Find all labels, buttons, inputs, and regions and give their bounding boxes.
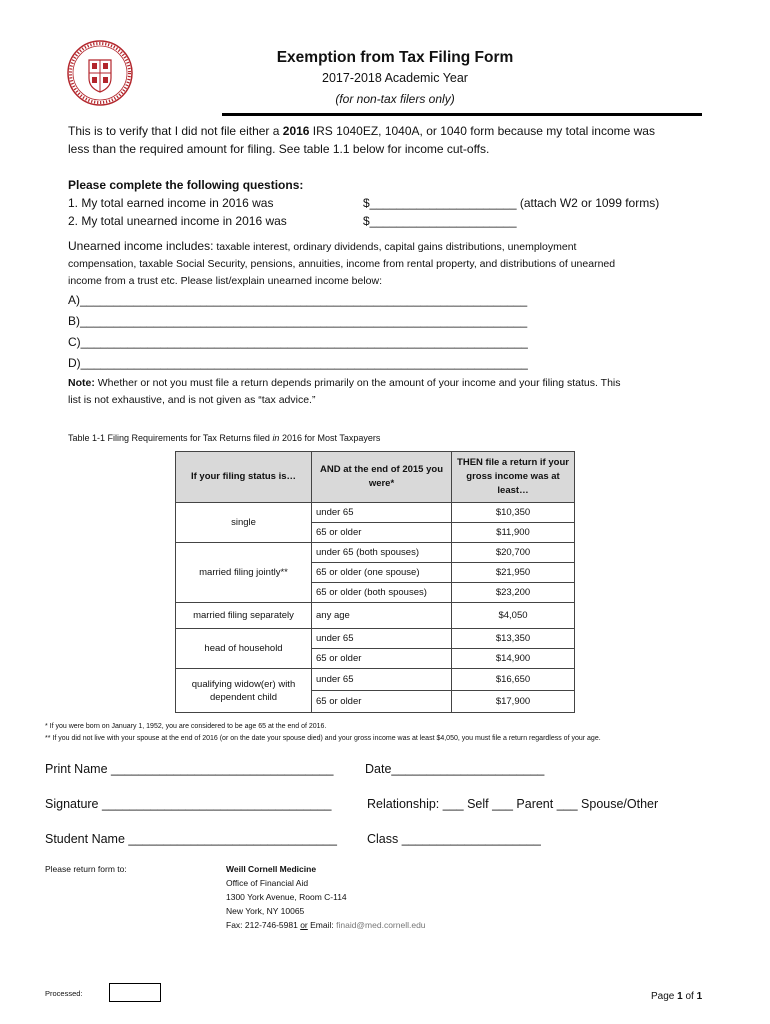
unearned-line-1: Unearned income includes: taxable interest, ordinary dividends, capital gains distributions, unemployment — [68, 239, 577, 253]
status-cell: single — [176, 503, 312, 543]
age-cell: 65 or older — [312, 649, 452, 669]
table-row — [176, 503, 575, 523]
unearned-line-a[interactable]: A)___________________________________________________________________ — [68, 293, 528, 307]
questions-heading: Please complete the following questions: — [68, 178, 304, 192]
amount-cell: $14,900 — [452, 649, 575, 669]
filing-requirements-table — [175, 451, 575, 713]
footnote-2: ** If you did not live with your spouse at the end of 2016 (or on the date your spouse died) and your gross income was at least $4,050, you must file a return regardless of your age. — [45, 735, 601, 742]
header-age: AND at the end of 2015 you were* — [312, 452, 452, 503]
status-cell: head of household — [176, 629, 312, 669]
student-name-field[interactable]: Student Name ______________________________ — [45, 832, 337, 846]
table-row — [176, 629, 575, 649]
unearned-line-d[interactable]: D)___________________________________________________________________ — [68, 356, 528, 370]
processed-box[interactable] — [109, 983, 161, 1002]
return-street: 1300 York Avenue, Room C-114 — [226, 892, 347, 902]
question-1-label: 1. My total earned income in 2016 was — [68, 196, 274, 210]
header-rule — [222, 113, 702, 116]
return-label: Please return form to: — [45, 864, 127, 874]
processed-label: Processed: — [45, 989, 83, 998]
intro-line-2: less than the required amount for filing. See table 1.1 below for income cut-offs. — [68, 142, 490, 156]
amount-cell: $10,350 — [452, 503, 575, 523]
age-cell: under 65 (both spouses) — [312, 543, 452, 563]
age-cell: under 65 — [312, 503, 452, 523]
table-row — [176, 543, 575, 563]
table-caption: Table 1-1 Filing Requirements for Tax Returns filed in 2016 for Most Taxpayers — [68, 433, 381, 443]
unearned-line-2: compensation, taxable Social Security, pensions, annuities, income from rental property, and distributions of unearned — [68, 258, 616, 270]
email-link[interactable]: finaid@med.cornell.edu — [336, 920, 426, 930]
intro-line-1: This is to verify that I did not file either a 2016 IRS 1040EZ, 1040A, or 1040 form because my total income was — [68, 124, 655, 138]
amount-cell: $17,900 — [452, 691, 575, 713]
footnote-1: * If you were born on January 1, 1952, you are considered to be age 65 at the end of 2016. — [45, 723, 327, 730]
signature-field[interactable]: Signature _________________________________ — [45, 797, 332, 811]
class-field[interactable]: Class ____________________ — [367, 832, 541, 846]
age-cell: 65 or older — [312, 691, 452, 713]
page-number: Page 1 of 1 — [651, 991, 703, 1002]
age-cell: 65 or older (both spouses) — [312, 583, 452, 603]
return-contact: Fax: 212-746-5981 or Email: finaid@med.cornell.edu — [226, 920, 426, 930]
form-subtitle: (for non-tax filers only) — [335, 92, 455, 106]
header-filing-status: If your filing status is… — [176, 452, 312, 503]
return-city: New York, NY 10065 — [226, 906, 305, 916]
amount-cell: $21,950 — [452, 563, 575, 583]
status-cell: married filing separately — [176, 603, 312, 629]
note-line-2: list is not exhaustive, and is not given as “tax advice.” — [68, 394, 316, 406]
question-2-label: 2. My total unearned income in 2016 was — [68, 214, 287, 228]
earned-income-field[interactable]: $______________________ (attach W2 or 1099 forms) — [363, 196, 660, 210]
academic-year: 2017-2018 Academic Year — [322, 71, 468, 85]
status-cell: qualifying widow(er) with dependent child — [176, 669, 312, 713]
age-cell: any age — [312, 603, 452, 629]
print-name-field[interactable]: Print Name ________________________________ — [45, 762, 334, 776]
return-org: Weill Cornell Medicine — [226, 864, 317, 874]
date-field[interactable]: Date______________________ — [365, 762, 545, 776]
age-cell: under 65 — [312, 669, 452, 691]
table-row — [176, 603, 575, 629]
university-seal-logo — [67, 40, 133, 106]
age-cell: 65 or older — [312, 523, 452, 543]
relationship-field[interactable]: Relationship: ___ Self ___ Parent ___ Spouse/Other — [367, 797, 659, 811]
age-cell: 65 or older (one spouse) — [312, 563, 452, 583]
amount-cell: $23,200 — [452, 583, 575, 603]
unearned-line-c[interactable]: C)___________________________________________________________________ — [68, 335, 528, 349]
unearned-line-b[interactable]: B)___________________________________________________________________ — [68, 314, 528, 328]
amount-cell: $20,700 — [452, 543, 575, 563]
unearned-income-field[interactable]: $______________________ — [363, 214, 517, 228]
table-header-row — [176, 452, 575, 503]
unearned-line-3: income from a trust etc. Please list/explain unearned income below: — [68, 275, 382, 287]
return-office: Office of Financial Aid — [226, 878, 309, 888]
header-gross-income: THEN file a return if your gross income was at least… — [452, 452, 575, 503]
table-row — [176, 669, 575, 691]
form-title: Exemption from Tax Filing Form — [276, 49, 514, 66]
amount-cell: $11,900 — [452, 523, 575, 543]
note-line-1: Note: Whether or not you must file a return depends primarily on the amount of your income and your filing status. This — [68, 377, 621, 389]
status-cell: married filing jointly** — [176, 543, 312, 603]
age-cell: under 65 — [312, 629, 452, 649]
amount-cell: $16,650 — [452, 669, 575, 691]
amount-cell: $13,350 — [452, 629, 575, 649]
amount-cell: $4,050 — [452, 603, 575, 629]
